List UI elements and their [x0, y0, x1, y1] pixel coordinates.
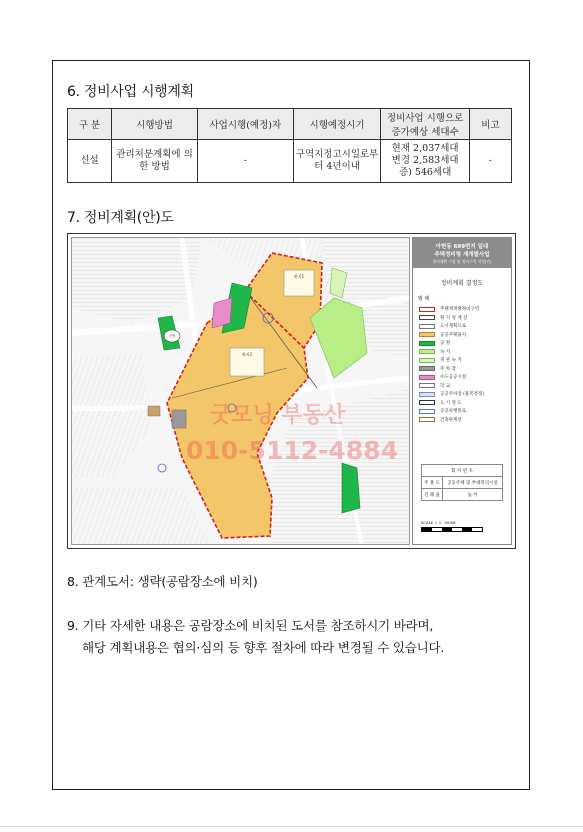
header-timing: 시행예정시기: [293, 109, 381, 140]
legend-item: [419, 331, 511, 340]
lot-info-value: 공동주택 및 부대복리시설: [443, 477, 503, 489]
scale-label: [421, 520, 483, 532]
cell-note: -: [469, 140, 511, 183]
site-map: [71, 237, 410, 545]
lot-info-label: 건 폐 율: [422, 489, 443, 501]
legend-swatch: [419, 307, 435, 312]
legend-item: [419, 373, 511, 382]
watermark-phone: 010-5112-4884: [186, 436, 399, 465]
table-header-row: [68, 109, 512, 140]
header-operator: 사업시행(예정)자: [197, 109, 293, 140]
legend-label: 경 관 녹 지: [440, 358, 462, 364]
legend-swatch: [419, 349, 435, 354]
header-category: 구 분: [68, 109, 112, 140]
cell-operator: -: [197, 140, 293, 183]
scale-bar-graphic: [421, 527, 483, 532]
header-households: 정비사업 시행으로 증가예상 세대수: [381, 109, 469, 140]
parking-lot: [172, 410, 186, 428]
legend-swatch: [419, 315, 435, 320]
households-current: 현재 2,037세대: [391, 143, 459, 154]
legend-item: [419, 348, 511, 357]
legend-item: [419, 382, 511, 391]
legend-swatch: [419, 358, 435, 363]
section9-line1: 9. 기타 자세한 내용은 공람장소에 비치된 도서를 참조하시기 바라며,: [67, 618, 434, 633]
legend-swatch: [419, 400, 435, 405]
map-legend-panel: [412, 237, 512, 545]
legend-heading: 범 례: [418, 296, 430, 302]
legend-item: [419, 390, 511, 399]
site-map-drawing: [72, 238, 410, 545]
legend-label: 수도공공시설: [440, 375, 467, 381]
project-subtitle: 정비계획 수립 및 정비구역 지정(안): [432, 258, 492, 264]
map-caption: 정비계획 결정도: [440, 280, 484, 287]
legend-label: 주 차 장: [440, 366, 456, 372]
legend-label: 도 시 철 도: [440, 400, 462, 406]
park-label: 공원: [168, 334, 176, 338]
cell-timing: 구역지정고시일로부터 4년이내: [293, 140, 381, 183]
lot-info-table: [421, 464, 503, 501]
legend-item: [419, 407, 511, 416]
scale-text: SCALE = 1 : NONE: [421, 520, 456, 525]
legend-label: 주택재개발정비구역: [440, 307, 480, 313]
section6-title: 6. 정비사업 시행계획: [67, 84, 194, 100]
page-bottom-rule: [0, 826, 583, 827]
header-method: 시행방법: [112, 109, 198, 140]
legend-swatch: [419, 332, 435, 337]
watermark-name: 굿모닝 부동산: [210, 403, 346, 428]
building-block: [148, 406, 160, 416]
plan-map-figure: [67, 233, 516, 549]
legend-item: [419, 399, 511, 408]
legend-label: 공공주차장 (용복결정): [440, 392, 485, 398]
legend-label: 건축한계선: [440, 417, 462, 423]
legend-label: 도시계획도로: [440, 324, 467, 330]
legend-title-block: [413, 238, 511, 268]
site-label-upper: 획지1: [293, 274, 305, 279]
legend-swatch: [419, 392, 435, 397]
legend-label: 학 교: [440, 383, 451, 389]
legend-swatch: [419, 375, 435, 380]
plan-table: [67, 108, 512, 183]
cell-households: [381, 140, 469, 183]
legend-label: 공공주택용지: [440, 332, 467, 338]
park-area: [342, 463, 360, 513]
legend-list: [413, 305, 511, 424]
legend-item: [419, 365, 511, 374]
legend-swatch: [419, 324, 435, 329]
cell-method: 관리처분계획에 의한 방법: [112, 140, 198, 183]
legend-item: [419, 356, 511, 365]
legend-swatch: [419, 417, 435, 422]
legend-item: [419, 314, 511, 323]
header-note: 비고: [469, 109, 511, 140]
public-facility: [212, 298, 232, 328]
project-name-line2: 주택정비형 재개발사업: [434, 251, 490, 258]
legend-label: 획 지 경 계 선: [440, 315, 468, 321]
legend-swatch: [419, 341, 435, 346]
section7-title: 7. 정비계획(안)도: [67, 210, 174, 226]
project-name-line1: 아현동 699번지 일대: [435, 243, 489, 250]
section8-text: 8. 관계도서: 생략(공람장소에 비치): [67, 574, 258, 589]
section9-line2: 해당 계획내용은 협의·심의 등 향후 절차에 따라 변경될 수 있습니다.: [82, 640, 445, 655]
households-increase: 증) 546세대: [398, 167, 452, 178]
site-label-main: 획지2: [241, 352, 253, 357]
legend-item: [419, 305, 511, 314]
lot-info-heading: 회 지 번 호: [422, 465, 503, 477]
legend-item: [419, 322, 511, 331]
table-row: [68, 140, 512, 183]
legend-item: [419, 339, 511, 348]
legend-item: [419, 416, 511, 425]
cell-category: 신설: [68, 140, 112, 183]
legend-swatch: [419, 409, 435, 414]
legend-label: 공 원: [440, 341, 451, 347]
lot-info-label: 주 용 도: [422, 477, 443, 489]
legend-label: 녹 지: [440, 349, 451, 355]
households-changed: 변경 2,583세대: [391, 155, 459, 166]
lot-info-value: 높 이: [443, 489, 503, 501]
legend-swatch: [419, 366, 435, 371]
legend-swatch: [419, 383, 435, 388]
legend-label: 공공보행통로: [440, 409, 467, 415]
